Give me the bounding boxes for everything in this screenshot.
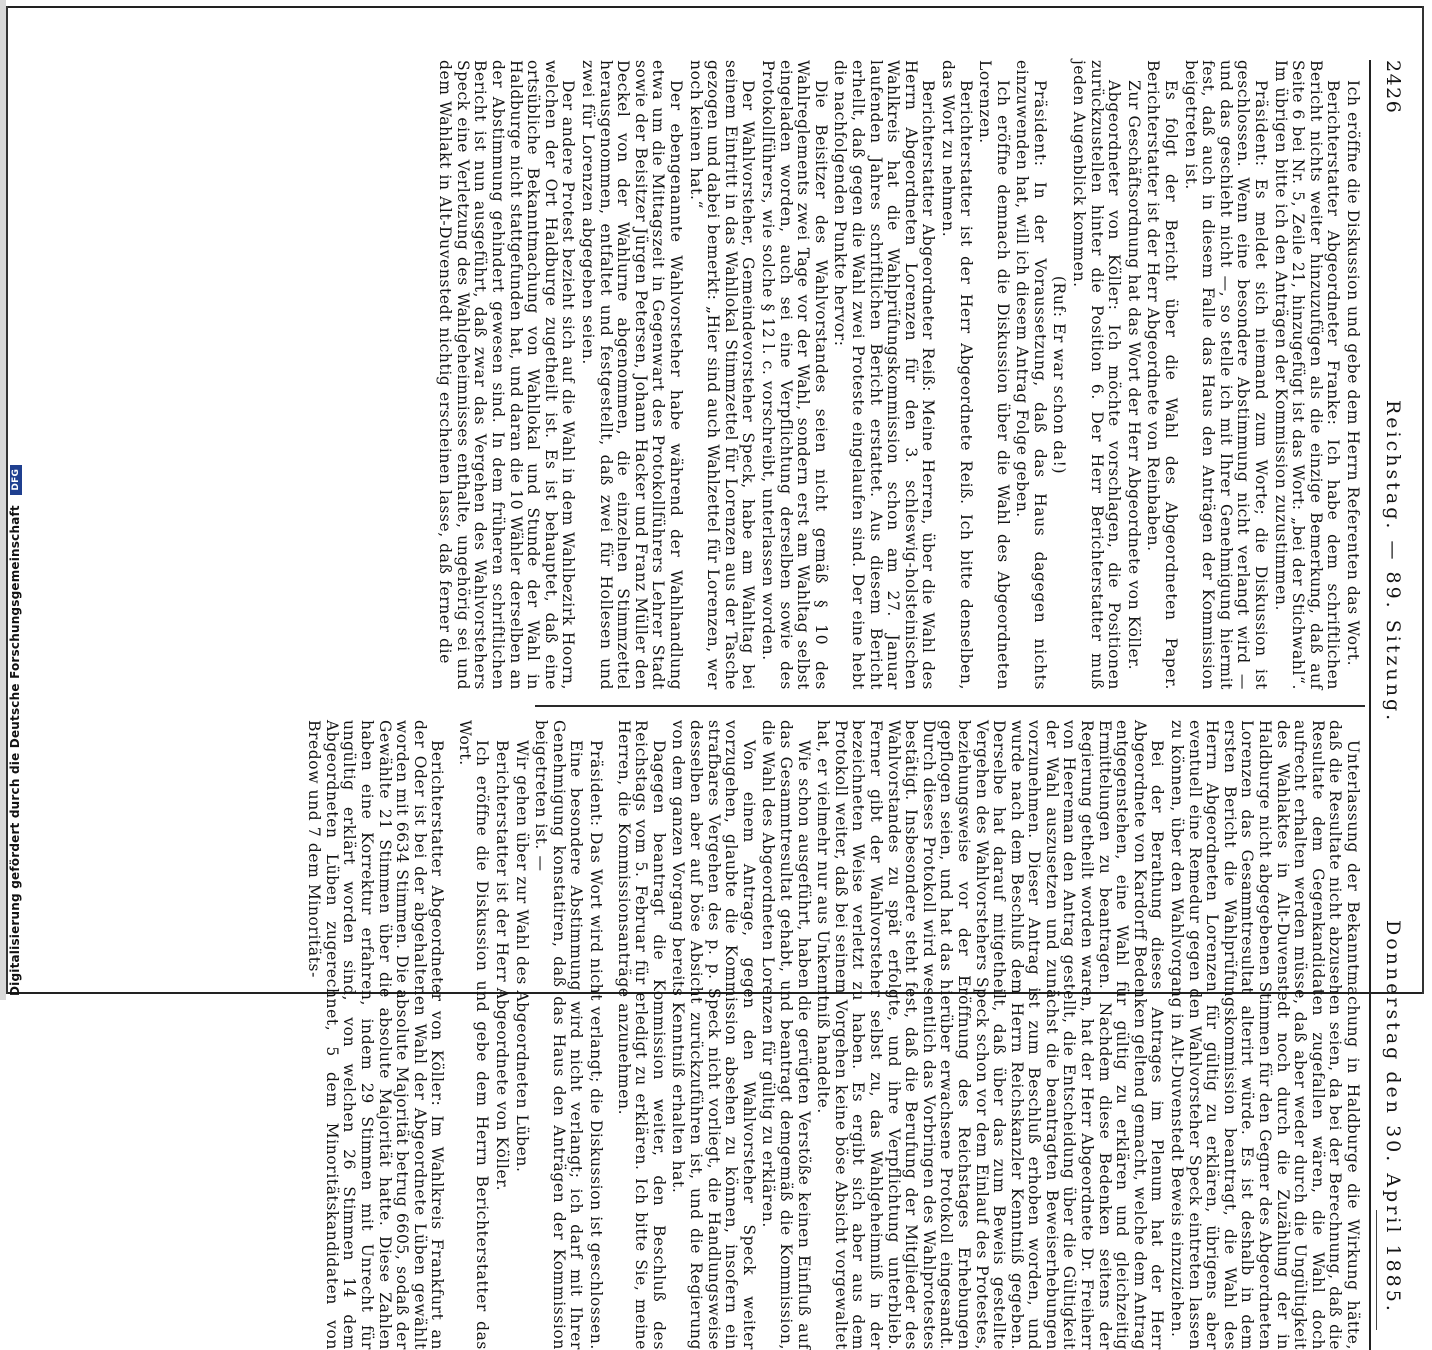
paragraph: Ich eröffne die Diskussion und gebe dem Herrn Berichterstatter das Wort.: [455, 720, 492, 1350]
paragraph: Berichterstatter Abgeordneter Franke: Ich habe dem schriftlichen Bericht nichts weiter hinzuzufügen als die einzige Bemerkung, daß auf Seite 6 bei Nr. 5, Zeile 21, hinzugefügt ist das Wort: „bei der Stichwahl“. Im übrigen bitte ich den Anträgen der Kommission zuzustimmen.: [1271, 60, 1343, 690]
page-title: Reichstag. — 89. Sitzung.: [1382, 400, 1404, 724]
right-column: [303, 720, 1361, 1350]
paragraph: Eine besondere Abstimmung wird nicht verlangt; ich darf mit Ihrer Genehmigung konstatiren, daß das Haus den Anträgen der Kommission beigetreten ist. —: [532, 720, 586, 1350]
paragraph: Der andere Protest bezieht sich auf die Wahl in dem Wahlbezirk Hoorn, welchen der Ort Haldburge zugetheilt ist. Es ist behauptet, daß eine ortsübliche Bekanntmachung von Wahllokal und Stunde der Wahl in Haldburge nicht stattgefunden hat, und daran die 10 Wähler derselben an der Abstimmung gehindert gewesen sind. In dem früheren schriftlichen Bericht ist nun ausgeführt, daß zwar das Vergehen des Wahlvorstehers Speck eine Verletzung des Wahlgeheimnisses enthalte, ungehörig sei und dem Wahlakt in Alt-Duvenstedt nichtig erscheinen lasse, daß ferner die: [436, 60, 578, 690]
session-date: Donnerstag den 30. April 1885.: [1382, 920, 1404, 1314]
paragraph: Berichterstatter Abgeordneter von Köller: Im Wahlkreis Frankfurt an der Oder ist bei der abgehaltenen Wahl der Abgeordnete Lüben gewählt worden mit 6634 Stimmen. Die absolute Majorität betrug 6605, sodaß der Gewählte 21 Stimmen über die absolute Majorität hatte. Diese Zahlen haben eine Korrektur erfahren, indem 29 Stimmen mit Unrecht für ungültig erklärt worden sind, von welchen 26 Stimmen 14 dem Abgeordneten Lüben zugerechnet, 5 dem Minoritätskandidaten von Bredow und 7 dem Minoritäts-: [305, 720, 447, 1350]
paragraph: Präsident: In der Voraussetzung, daß das Haus dagegen nichts einzuwenden hat, will ich diesem Antrag Folge geben.: [1013, 60, 1049, 690]
document-page: [115, 60, 1405, 1350]
page-number: 2426: [1382, 60, 1404, 115]
paragraph: Abgeordneter von Köller: Ich möchte vorschlagen, die Positionen zurückzustellen hinter die Position 6. Der Herr Berichterstatter muß jeden Augenblick kommen.: [1070, 60, 1124, 690]
paragraph: Berichterstatter ist der Herr Abgeordnete von Köller.: [493, 740, 512, 1192]
paragraph: Präsident: Es meldet sich niemand zum Worte; die Diskussion ist geschlossen. Wenn eine besondere Abstimmung nicht verlangt wird — und das geschieht nicht —, so stelle ich mit Ihrer Genehmigung hiermit fest, daß auch in diesem Falle das Haus den Anträgen der Kommission beigetreten ist.: [1181, 60, 1271, 690]
header-short-rule: [1376, 1210, 1377, 1330]
paragraph: Wir gehen über zur Wahl des Abgeordneten Lüben.: [512, 740, 531, 1173]
paragraph: Dagegen beantragt die Kommission weiter, den Beschluß des Reichstags vom 5. Februar für erledigt zu erklären. Ich bitte Sie, meine Herren, die Kommissionsanträge anzunehmen.: [614, 720, 668, 1350]
paragraph: (Ruf: Er war schon da!): [1050, 275, 1069, 475]
paragraph: Ich eröffne die Diskussion und gebe dem Herrn Referenten das Wort.: [1344, 80, 1362, 667]
paragraph: Zur Geschäftsordnung hat das Wort der Herr Abgeordnete von Köller.: [1124, 80, 1143, 671]
paragraph: Wie schon ausgeführt, haben die gerügten Verstöße keinen Einfluß auf das Gesammtresultat gehabt, und beantragt demgemäß die Kommission, die Wahl des Abgeordneten Lorenzen für gültig zu erklären.: [759, 720, 813, 1350]
paragraph: Berichterstatter Abgeordneter Reiß: Meine Herren, über die Wahl des Herrn Abgeordneten Lorenzen für den 3. schleswig-holsteinischen Wahlkreis hat die Wahlprüfungskommission schon am 27. Januar laufenden Jahres schriftlichen Bericht erstattet. Aus diesem Bericht erhellt, daß gegen die Wahl zwei Proteste eingelaufen sind. Der eine hebt die nachfolgenden Punkte hervor:: [831, 60, 938, 690]
paragraph: Unterlassung der Bekanntmachung in Haldburge die Wirkung hätte, daß die Resultate nicht abzusehen seien, da bei der Berechnung, daß die Resultate dem Gegenkandidaten zugefallen wären, die Wahl doch aufrecht erhalten werden müsse, daß aber weder durch die Ungültigkeit des Wahlaktes in Alt-Duvenstedt noch durch die Zuzählung der in Haldburge nicht abgegebenen Stimmen für den Gegner des Abgeordneten Lorenzen das Gesammtresultat alterirt würde. Es ist deshalb in dem ersten Bericht die Wahlprüfungskommission beantragt, die Wahl des Herrn Abgeordneten Lorenzen für gültig zu erklären, übrigens aber eventuell eine Remedur gegen den Wahlvorsteher Speck eintreten lassen zu können, über den Wahlvorgang in Alt-Duvenstedt Beweis einzuziehen.: [1168, 720, 1362, 1350]
paragraph: Der ebengenannte Wahlvorsteher habe während der Wahlhandlung etwa um die Mittagszeit in Gegenwart des Protokollführers Lehrer Stadt sowie der Beisitzer Jürgen Petersen, Johann Hacker und Franz Müller den Deckel von der Wahlurne abgenommen, die einzelnen Stimmzettel herausgenommen, entfaltet und festgestellt, daß zwei für Hollesen und zwei für Lorenzen abgegeben seien.: [579, 60, 686, 690]
paragraph: Der Wahlvorsteher, Gemeindevorsteher Speck, habe am Wahltag bei seinem Eintritt in das Wahllokal Stimmzettel für Lorenzen aus der Tasche gezogen und dabei bemerkt: „Hier sind auch Wahlzettel für Lorenzen, wer noch keinen hat.“: [686, 60, 758, 690]
column-divider: [535, 705, 1365, 707]
paragraph: Berichterstatter ist der Herr Abgeordnete Reiß. Ich bitte denselben, das Wort zu nehmen.: [938, 60, 975, 690]
paragraph: Die Beisitzer des Wahlvorstandes seien nicht gemäß § 10 des Wahlreglements zwei Tage vor der Wahl, sondern erst am Wahltag selbst eingeladen worden, auch sei eine Verpflichtung derselben sowie des Protokollführers, wie solche § 12 l. c. vorschreibt, unterlassen worden.: [759, 60, 830, 690]
paragraph: Es folgt der Bericht über die Wahl des Abgeordneten Paper. Berichterstatter ist der Herr Abgeordnete von Reinbaben.: [1144, 60, 1181, 690]
dfg-logo-icon: DFG: [10, 465, 22, 495]
digitization-credit-text: Digitalisierung gefördert durch die Deutsche Forschungsgemeinschaft: [8, 505, 22, 996]
scan-frame-right: [1422, 6, 1424, 994]
paragraph-gap: [604, 720, 612, 1350]
paragraph-gap: [445, 720, 453, 1350]
paragraph: Von einem Antrage, gegen den Wahlvorsteher Speck weiter vorzugehen, glaubte die Kommission absehen zu können, insofern ein strafbares Vergehen des p. p. Speck nicht vorliegt, die Handlungsweise desselben aber auf böse Absicht zurückzuführen ist, und die Regierung von dem ganzen Vorgang bereits Kenntniß erhalten hat.: [669, 720, 758, 1350]
scan-frame-top: [6, 6, 1424, 8]
header-rule: [1369, 60, 1371, 1350]
page-header: [1375, 60, 1405, 1350]
left-column: [434, 60, 1361, 690]
paragraph: Präsident: Das Wort wird nicht verlangt; die Diskussion ist geschlossen.: [587, 740, 606, 1350]
paragraph: Ich eröffne demnach die Diskussion über die Wahl des Abgeordneten Lorenzen.: [976, 60, 1012, 690]
paragraph: Bei der Berathung dieses Antrages im Plenum hat der Herr Abgeordnete von Kardorff Bedenken geltend gemacht, welche dem Antrag entgegenstehen, eine Wahl für gültig zu erklären und gleichzeitig Ermittelungen zu beantragen. Nachdem diese Bedenken seitens der Regierung getheilt worden waren, hat der Herr Abgeordnete Dr. Freiherr von Heereman den Antrag gestellt, die Entscheidung über die Gültigkeit der Wahl auszusetzen und zunächst die beantragten Beweiserhebungen vorzunehmen. Dieser Antrag ist zum Beschluß erhoben worden, und wurde nach dem Beschluß dem Herrn Reichskanzler Kenntniß gegeben. Derselbe hat darauf mitgetheilt, daß über das zum Beweis gestellte Vergehen des Wahlvorstehers Speck schon vor dem Einlauf des Protestes, beziehungsweise vor der Eröffnung des Reichstages Erhebungen gepflogen seien, und hat das hierüber erwachsene Protokoll eingesandt. Durch dieses Protokoll wird wesentlich das Vorbringen des Wahlprotestes bestätigt. Insbesondere steht fest, daß die Berufung der Mitglieder des Wahlvorstandes zu spät erfolgte, und ihre Verpflichtung unterblieb. Ferner gibt der Wahlvorsteher selbst zu, das Wahlgeheimniß in der bezeichneten Weise verletzt zu haben. Es ergibt sich aber aus dem Protokoll weiter, daß bei seinem Vorgehen keine böse Absicht vorgewaltet hat, er vielmehr nur aus Unkenntniß handelte.: [814, 720, 1167, 1350]
digitization-credit: [8, 465, 22, 996]
